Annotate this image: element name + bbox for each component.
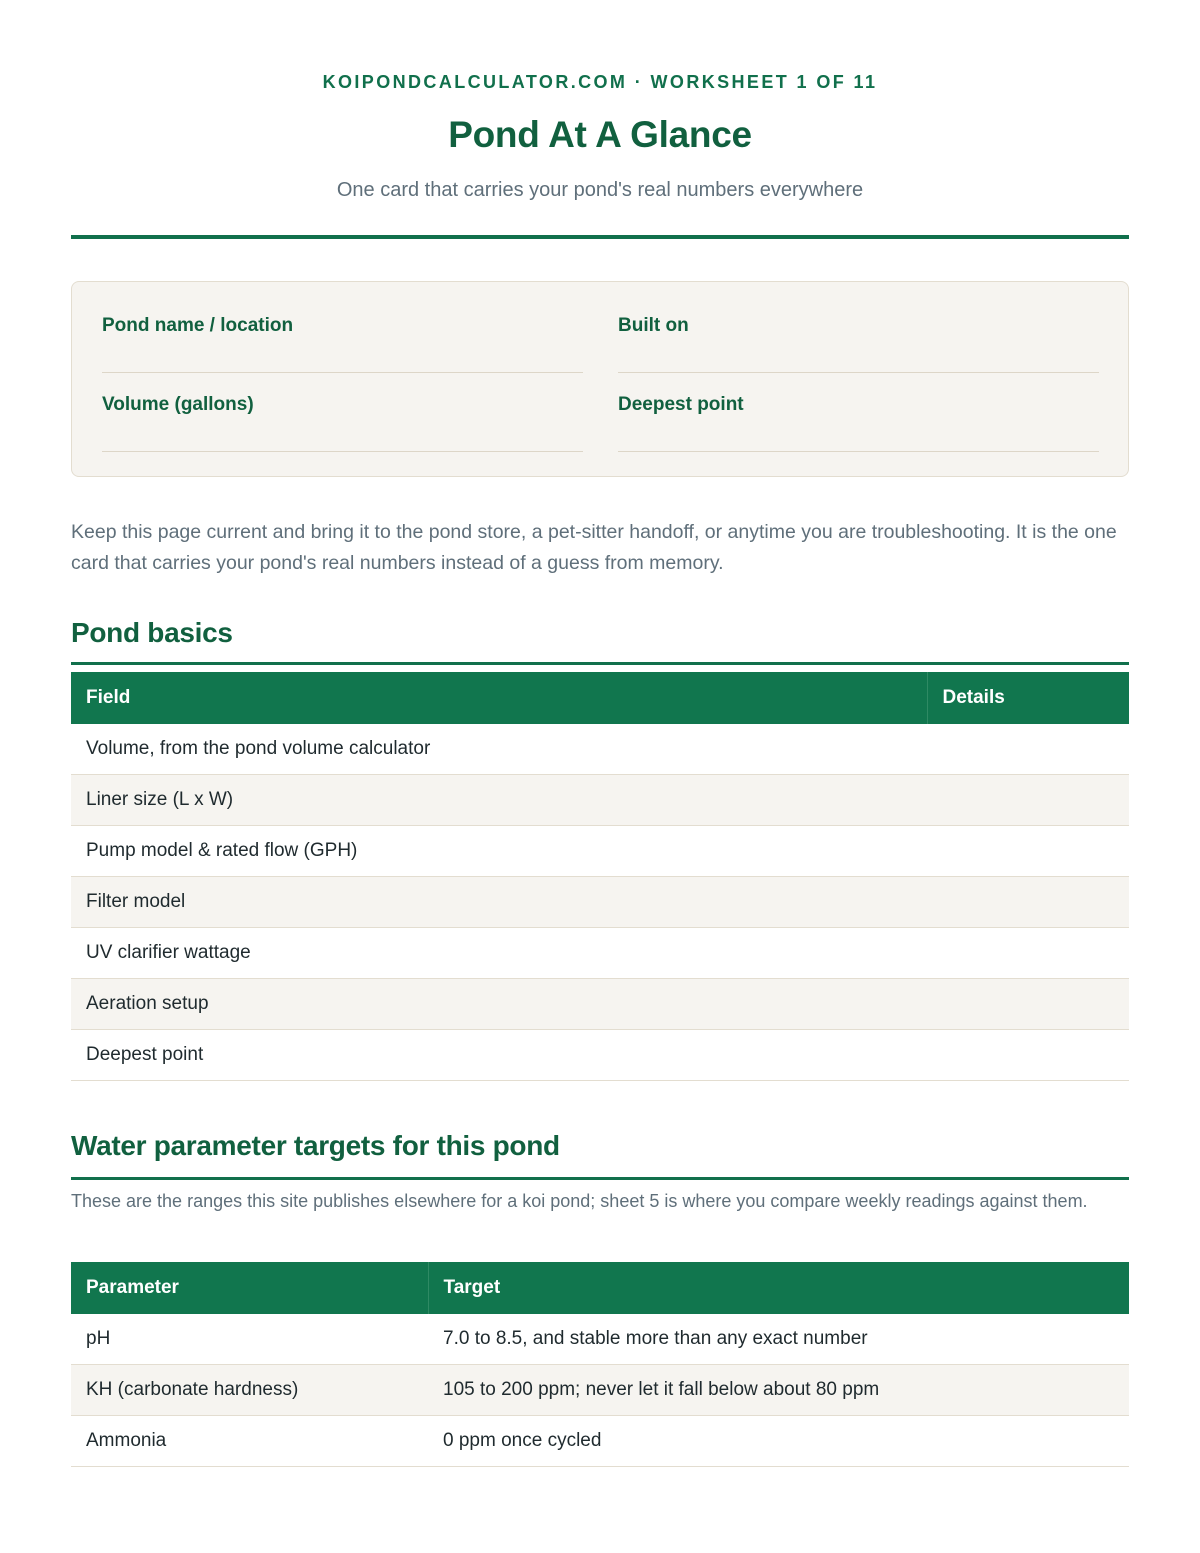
deepest-point-field[interactable] bbox=[618, 394, 1099, 416]
pond-name-line bbox=[102, 372, 583, 373]
details-cell[interactable] bbox=[927, 1030, 1129, 1081]
table-header-row bbox=[71, 1262, 1129, 1314]
target-cell: 7.0 to 8.5, and stable more than any exact number bbox=[428, 1314, 1129, 1365]
volume-field[interactable] bbox=[102, 394, 583, 416]
page-subtitle: One card that carries your pond's real numbers everywhere bbox=[336, 179, 864, 201]
target-cell: 0 ppm once cycled bbox=[428, 1416, 1129, 1467]
details-cell[interactable] bbox=[927, 979, 1129, 1030]
table-row bbox=[71, 775, 1129, 826]
field-cell: Volume, from the pond volume calculator bbox=[71, 724, 927, 775]
field-cell: Filter model bbox=[71, 877, 927, 928]
table-header-row bbox=[71, 672, 1129, 724]
table-row bbox=[71, 877, 1129, 928]
water-targets-note: These are the ranges this site publishes elsewhere for a koi pond; sheet 5 is where you compare weekly readings against them. bbox=[71, 1191, 1088, 1211]
pond-basics-heading: Pond basics bbox=[71, 617, 233, 648]
details-cell[interactable] bbox=[927, 928, 1129, 979]
details-cell[interactable] bbox=[927, 826, 1129, 877]
table-row bbox=[71, 1030, 1129, 1081]
parameter-cell: pH bbox=[71, 1314, 428, 1365]
target-cell: 105 to 200 ppm; never let it fall below about 80 ppm bbox=[428, 1365, 1129, 1416]
details-cell[interactable] bbox=[927, 775, 1129, 826]
water-targets-table bbox=[71, 1262, 1129, 1467]
parameter-cell: Ammonia bbox=[71, 1416, 428, 1467]
pond-basics-table bbox=[71, 672, 1129, 1081]
volume-line bbox=[102, 451, 583, 452]
field-cell: Deepest point bbox=[71, 1030, 927, 1081]
volume-label: Volume (gallons) bbox=[102, 394, 254, 415]
field-cell: Aeration setup bbox=[71, 979, 927, 1030]
page-title: Pond At A Glance bbox=[448, 114, 752, 155]
table-row bbox=[71, 928, 1129, 979]
pond-name-label: Pond name / location bbox=[102, 315, 294, 336]
field-cell: Pump model & rated flow (GPH) bbox=[71, 826, 927, 877]
column-header-parameter: Parameter bbox=[71, 1262, 428, 1314]
built-on-label: Built on bbox=[618, 315, 689, 336]
details-cell[interactable] bbox=[927, 724, 1129, 775]
worksheet-kicker: KOIPONDCALCULATOR.COM · WORKSHEET 1 OF 11 bbox=[322, 72, 878, 92]
table-row bbox=[71, 1416, 1129, 1467]
pond-basics-divider bbox=[71, 662, 1129, 665]
built-on-line bbox=[618, 372, 1099, 373]
deepest-point-label: Deepest point bbox=[618, 394, 744, 415]
parameter-cell: KH (carbonate hardness) bbox=[71, 1365, 428, 1416]
field-cell: UV clarifier wattage bbox=[71, 928, 927, 979]
intro-paragraph: Keep this page current and bring it to the pond store, a pet-sitter handoff, or anytime you are troubleshooting. It is the one card that carries your pond's real numbers instead of a guess from memory. bbox=[71, 521, 1117, 574]
pond-name-field[interactable] bbox=[102, 315, 583, 337]
column-header-details: Details bbox=[927, 672, 1129, 724]
table-row bbox=[71, 979, 1129, 1030]
column-header-target: Target bbox=[428, 1262, 1129, 1314]
header-divider bbox=[71, 235, 1129, 239]
table-row bbox=[71, 1365, 1129, 1416]
water-targets-divider bbox=[71, 1177, 1129, 1180]
table-row bbox=[71, 724, 1129, 775]
column-header-field: Field bbox=[71, 672, 927, 724]
table-row bbox=[71, 826, 1129, 877]
details-cell[interactable] bbox=[927, 877, 1129, 928]
field-cell: Liner size (L x W) bbox=[71, 775, 927, 826]
deepest-point-line bbox=[618, 451, 1099, 452]
pond-info-card bbox=[71, 281, 1129, 477]
table-row bbox=[71, 1314, 1129, 1365]
water-targets-heading: Water parameter targets for this pond bbox=[71, 1130, 560, 1161]
built-on-field[interactable] bbox=[618, 315, 1099, 337]
